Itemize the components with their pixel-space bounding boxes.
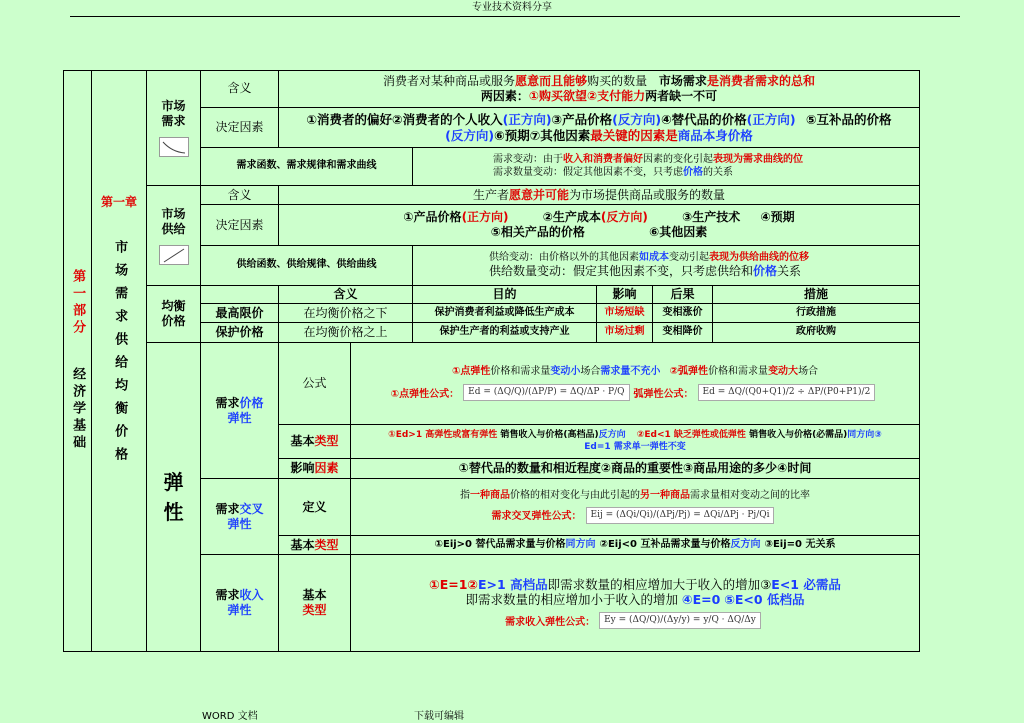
cross-type-2: ②Eij<0 互补品 xyxy=(599,538,671,550)
price-impact: ①替代品的数量和相近程度②商品的重要性③商品用途的多少④时间 xyxy=(351,459,920,479)
demand-title-cell xyxy=(147,70,201,186)
price-type-1-note: 销售收入与价格(高档品) xyxy=(500,430,599,441)
demand-qty-text-2: 的关系 xyxy=(703,166,733,178)
supply-factor-1: ①产品价格 xyxy=(403,210,462,224)
supply-meaning-text: 生产者 xyxy=(472,187,509,202)
price-type-label xyxy=(279,425,351,459)
eq-header-meaning: 含义 xyxy=(279,286,413,304)
equilibrium-title xyxy=(147,286,201,343)
income-types xyxy=(351,555,920,652)
demand-factor-dir-1: (正方向) xyxy=(502,111,552,127)
demand-meaning-key: 愿意而且能够 xyxy=(515,73,588,88)
arc-el-case: 场合 xyxy=(798,365,819,377)
income-type-1: ①E=1② xyxy=(429,576,479,592)
demand-factors xyxy=(279,108,920,148)
eq-row-meaning: 在均衡价格之上 xyxy=(279,323,413,343)
cross-type-1: ①Eij>0 替代品 xyxy=(434,538,506,550)
eq-row-name: 最高限价 xyxy=(201,304,279,323)
supply-factor-2: ②生产成本 xyxy=(542,210,601,224)
price-impact-label-1: 影响 xyxy=(290,461,315,475)
supply-change-result: 表现为供给曲线的位移 xyxy=(709,251,809,263)
income-type-7: ⑤E<0 低档品 xyxy=(724,592,805,608)
income-type-5: 即需求数量的相应增加小于收入的增加 xyxy=(465,592,679,608)
supply-qty-price: 价格 xyxy=(753,264,778,279)
cross-def-5: 需求量相对变动之间的比率 xyxy=(690,490,810,502)
demand-change-text: 需求变动：由于 xyxy=(493,154,563,165)
demand-change-text-2: 因素的变化引起 xyxy=(643,154,713,165)
demand-factor-5: ④替代品的价格 xyxy=(661,111,747,127)
point-formula: Ed = (ΔQ/Q)/(ΔP/P) = ΔQ/ΔP · P/Q xyxy=(463,384,629,401)
income-type-6: ④E=0 xyxy=(682,592,721,608)
cross-type-3: ③Eij=0 无关系 xyxy=(764,538,836,550)
supply-factor-dir-2: (反方向) xyxy=(600,210,648,224)
cross-def-3: 价格的相对变化与由此引起的 xyxy=(510,490,640,502)
income-type-2: E>1 高档品 xyxy=(478,576,548,592)
supply-factor-3: ③生产技术 xyxy=(682,210,741,224)
income-formula-label: 需求收入弹性公式： xyxy=(505,616,596,628)
cross-def-4: 另一种商品 xyxy=(640,490,690,502)
income-type-label-2: 类型 xyxy=(302,603,327,617)
price-type-2: ②Ed<1 缺乏弹性或低弹性 xyxy=(636,430,746,441)
part-name: 经济学基础 xyxy=(70,367,86,452)
demand-factor-1: ①消费者的偏好②消费者的个人收入 xyxy=(306,111,503,127)
eq-row-purpose: 保护消费者利益或降低生产成本 xyxy=(413,304,597,323)
eq-header-measure: 措施 xyxy=(713,286,920,304)
eq-row-name: 保护价格 xyxy=(201,323,279,343)
demand-factor-dir-4: (反方向) xyxy=(445,127,495,143)
cross-def xyxy=(351,479,920,536)
footer-right: 下载可编辑 xyxy=(414,711,464,722)
arc-el-label: ②弧弹性 xyxy=(669,365,709,377)
supply-factor-dir-1: (正方向) xyxy=(461,210,509,224)
supply-factor-5: ⑤相关产品的价格 xyxy=(490,225,585,239)
demand-meaning xyxy=(279,70,920,108)
price-type-1-dir: 反方向 xyxy=(598,430,626,441)
demand-curve-icon xyxy=(159,137,189,157)
cross-def-2: 一种商品 xyxy=(470,490,510,502)
point-el-note: 需求量不充小 xyxy=(600,365,661,377)
eq-row-measure: 政府收购 xyxy=(713,323,920,343)
income-el-label-1: 需求 xyxy=(215,588,240,602)
demand-factor-3: ③产品价格 xyxy=(551,111,613,127)
demand-change xyxy=(413,148,920,186)
eq-header-impact: 影响 xyxy=(597,286,653,304)
price-el-label-2: 价格 xyxy=(239,395,264,410)
point-el-label: ①点弹性 xyxy=(451,365,491,377)
cross-elasticity-label xyxy=(201,479,279,555)
footer-left: WORD 文档 xyxy=(202,711,258,722)
chapter-cell xyxy=(92,70,147,652)
demand-title: 市场需求 xyxy=(161,98,186,128)
eq-row-result: 变相降价 xyxy=(653,323,713,343)
eq-header-result: 后果 xyxy=(653,286,713,304)
demand-factor-7: ⑤互补品的价格 xyxy=(805,111,892,127)
cross-def-1: 指 xyxy=(460,490,470,502)
demand-two-factors: 两因素： xyxy=(480,88,529,103)
supply-meaning-key: 愿意并可能 xyxy=(508,187,569,202)
elasticity-title: 弹性 xyxy=(163,470,184,524)
price-impact-label xyxy=(279,459,351,479)
cross-formula-label: 需求交叉弹性公式： xyxy=(491,511,582,523)
price-type-2-dir: 同方向③ xyxy=(847,430,882,441)
supply-change xyxy=(413,246,920,286)
income-type-4: E<1 必需品 xyxy=(771,576,841,592)
price-el-label-1: 需求 xyxy=(215,395,240,410)
supply-meaning-text-2: 为市场提供商品或服务的数量 xyxy=(569,187,726,202)
demand-qty-text: 需求数量变动：假定其他因素不变，只考虑 xyxy=(493,166,683,178)
demand-meaning-label: 含义 xyxy=(201,70,279,108)
supply-change-text: 供给变动：由价格以外的其他因素 xyxy=(489,251,639,263)
demand-two-factors-note: 两者缺一不可 xyxy=(645,88,718,103)
demand-factor-9: ⑥预期⑦其他因素 xyxy=(494,127,591,143)
demand-factor-price: 商品本身价格 xyxy=(677,127,753,143)
cross-type-label-1: 基本 xyxy=(290,537,315,552)
eq-row-measure: 行政措施 xyxy=(713,304,920,323)
point-el-case: 场合 xyxy=(580,365,601,377)
supply-factor-6: ⑥其他因素 xyxy=(649,225,708,239)
eq-row-meaning: 在均衡价格之下 xyxy=(279,304,413,323)
cross-el-label-3: 弹性 xyxy=(227,516,252,531)
demand-change-cause: 收入和消费者偏好 xyxy=(563,154,643,165)
cross-type-label-2: 类型 xyxy=(314,537,339,552)
income-formula: Ey = (ΔQ/Q)/(Δy/y) = y/Q · ΔQ/Δy xyxy=(599,612,761,629)
eq-row-impact: 市场短缺 xyxy=(597,304,653,323)
cross-def-label: 定义 xyxy=(279,479,351,536)
income-elasticity-label xyxy=(201,555,279,652)
cross-el-label-1: 需求 xyxy=(215,501,240,516)
chapter-label: 第一章 xyxy=(100,195,137,209)
supply-curve-icon xyxy=(159,245,189,265)
cross-type-2-note: 需求量与价格 xyxy=(670,538,731,550)
supply-factors xyxy=(279,205,920,246)
equilibrium-title-text: 均衡价格 xyxy=(161,299,186,328)
eq-row-impact: 市场过剩 xyxy=(597,323,653,343)
demand-meaning-text-2: 购买的数量 xyxy=(587,73,648,88)
point-el-text: 价格和需求量 xyxy=(490,365,551,377)
income-el-label-3: 弹性 xyxy=(227,603,252,617)
supply-change-cost: 如成本 xyxy=(639,251,669,263)
supply-qty-text-2: 关系 xyxy=(777,264,802,279)
point-formula-label: ①点弹性公式： xyxy=(390,388,460,400)
price-impact-label-2: 因素 xyxy=(314,461,339,475)
price-type-2-note: 销售收入与价格(必需品) xyxy=(749,430,848,441)
chapter-name: 市场需求供给均衡价格 xyxy=(112,240,128,470)
supply-title: 市场供给 xyxy=(161,206,186,236)
demand-factor-label: 决定因素 xyxy=(201,108,279,148)
demand-factor-dir-2: (反方向) xyxy=(612,111,662,127)
supply-meaning xyxy=(279,186,920,205)
cross-type-label xyxy=(279,536,351,555)
eq-header-blank xyxy=(201,286,279,304)
price-formula-cell xyxy=(351,343,920,425)
eq-row-purpose: 保护生产者的利益或支持产业 xyxy=(413,323,597,343)
price-elasticity-label xyxy=(201,343,279,479)
cross-el-label-2: 交叉 xyxy=(239,501,264,516)
supply-factor-label: 决定因素 xyxy=(201,205,279,246)
supply-qty-text: 供给数量变动：假定其他因素不变，只考虑供给和 xyxy=(489,264,754,279)
supply-factor-4: ④预期 xyxy=(760,210,795,224)
demand-change-result: 表现为需求曲线的位 xyxy=(713,154,803,165)
demand-func-label: 需求函数、需求规律和需求曲线 xyxy=(201,148,413,186)
demand-factor-dir-3: (正方向) xyxy=(746,111,796,127)
cross-type-1-dir: 同方向 xyxy=(565,538,596,550)
demand-factor-key: 最关键的因素是 xyxy=(590,127,678,143)
price-type-3: Ed=1 需求单一弹性不变 xyxy=(584,441,686,452)
point-el-small: 变动小 xyxy=(550,365,581,377)
supply-change-text-2: 变动引起 xyxy=(669,251,709,263)
demand-qty-price: 价格 xyxy=(683,166,703,178)
price-type-label-2: 类型 xyxy=(314,434,339,448)
price-el-label-3: 弹性 xyxy=(227,410,252,425)
income-type-3: 即需求数量的相应增加大于收入的增加③ xyxy=(547,576,772,592)
price-type-label-1: 基本 xyxy=(290,434,315,448)
supply-meaning-label: 含义 xyxy=(201,186,279,205)
page-header: 专业技术资料分享 xyxy=(472,2,552,13)
arc-formula-label: 弧弹性公式： xyxy=(633,388,694,400)
demand-meaning-market: 市场需求 xyxy=(658,73,707,88)
income-el-label-2: 收入 xyxy=(239,588,264,602)
demand-meaning-text: 消费者对某种商品或服务 xyxy=(383,73,516,88)
eq-header-purpose: 目的 xyxy=(413,286,597,304)
part-cell xyxy=(63,70,92,652)
cross-type-2-dir: 反方向 xyxy=(730,538,761,550)
price-formula-label: 公式 xyxy=(279,343,351,425)
demand-two-factors-list: ①购买欲望②支付能力 xyxy=(528,88,646,103)
eq-row-result: 变相涨价 xyxy=(653,304,713,323)
price-types xyxy=(351,425,920,459)
income-type-label xyxy=(279,555,351,652)
arc-formula: Ed = ΔQ/(Q0+Q1)/2 ÷ ΔP/(P0+P1)/2 xyxy=(698,384,876,401)
income-type-label-1: 基本 xyxy=(302,588,327,602)
supply-func-label: 供给函数、供给规律、供给曲线 xyxy=(201,246,413,286)
cross-type-1-note: 需求量与价格 xyxy=(505,538,566,550)
arc-el-text: 价格和需求量 xyxy=(708,365,769,377)
cross-types xyxy=(351,536,920,555)
supply-title-cell xyxy=(147,186,201,286)
arc-el-large: 变动大 xyxy=(768,365,799,377)
part-label: 第一部分 xyxy=(70,269,86,337)
elasticity-title-cell xyxy=(147,343,201,652)
cross-formula: Eij = (ΔQi/Qi)/(ΔPj/Pj) = ΔQi/ΔPj · Pj/Qi xyxy=(586,507,775,524)
price-type-1: ①Ed>1 高弹性或富有弹性 xyxy=(388,430,498,441)
demand-meaning-sum: 是消费者需求的总和 xyxy=(706,73,815,88)
